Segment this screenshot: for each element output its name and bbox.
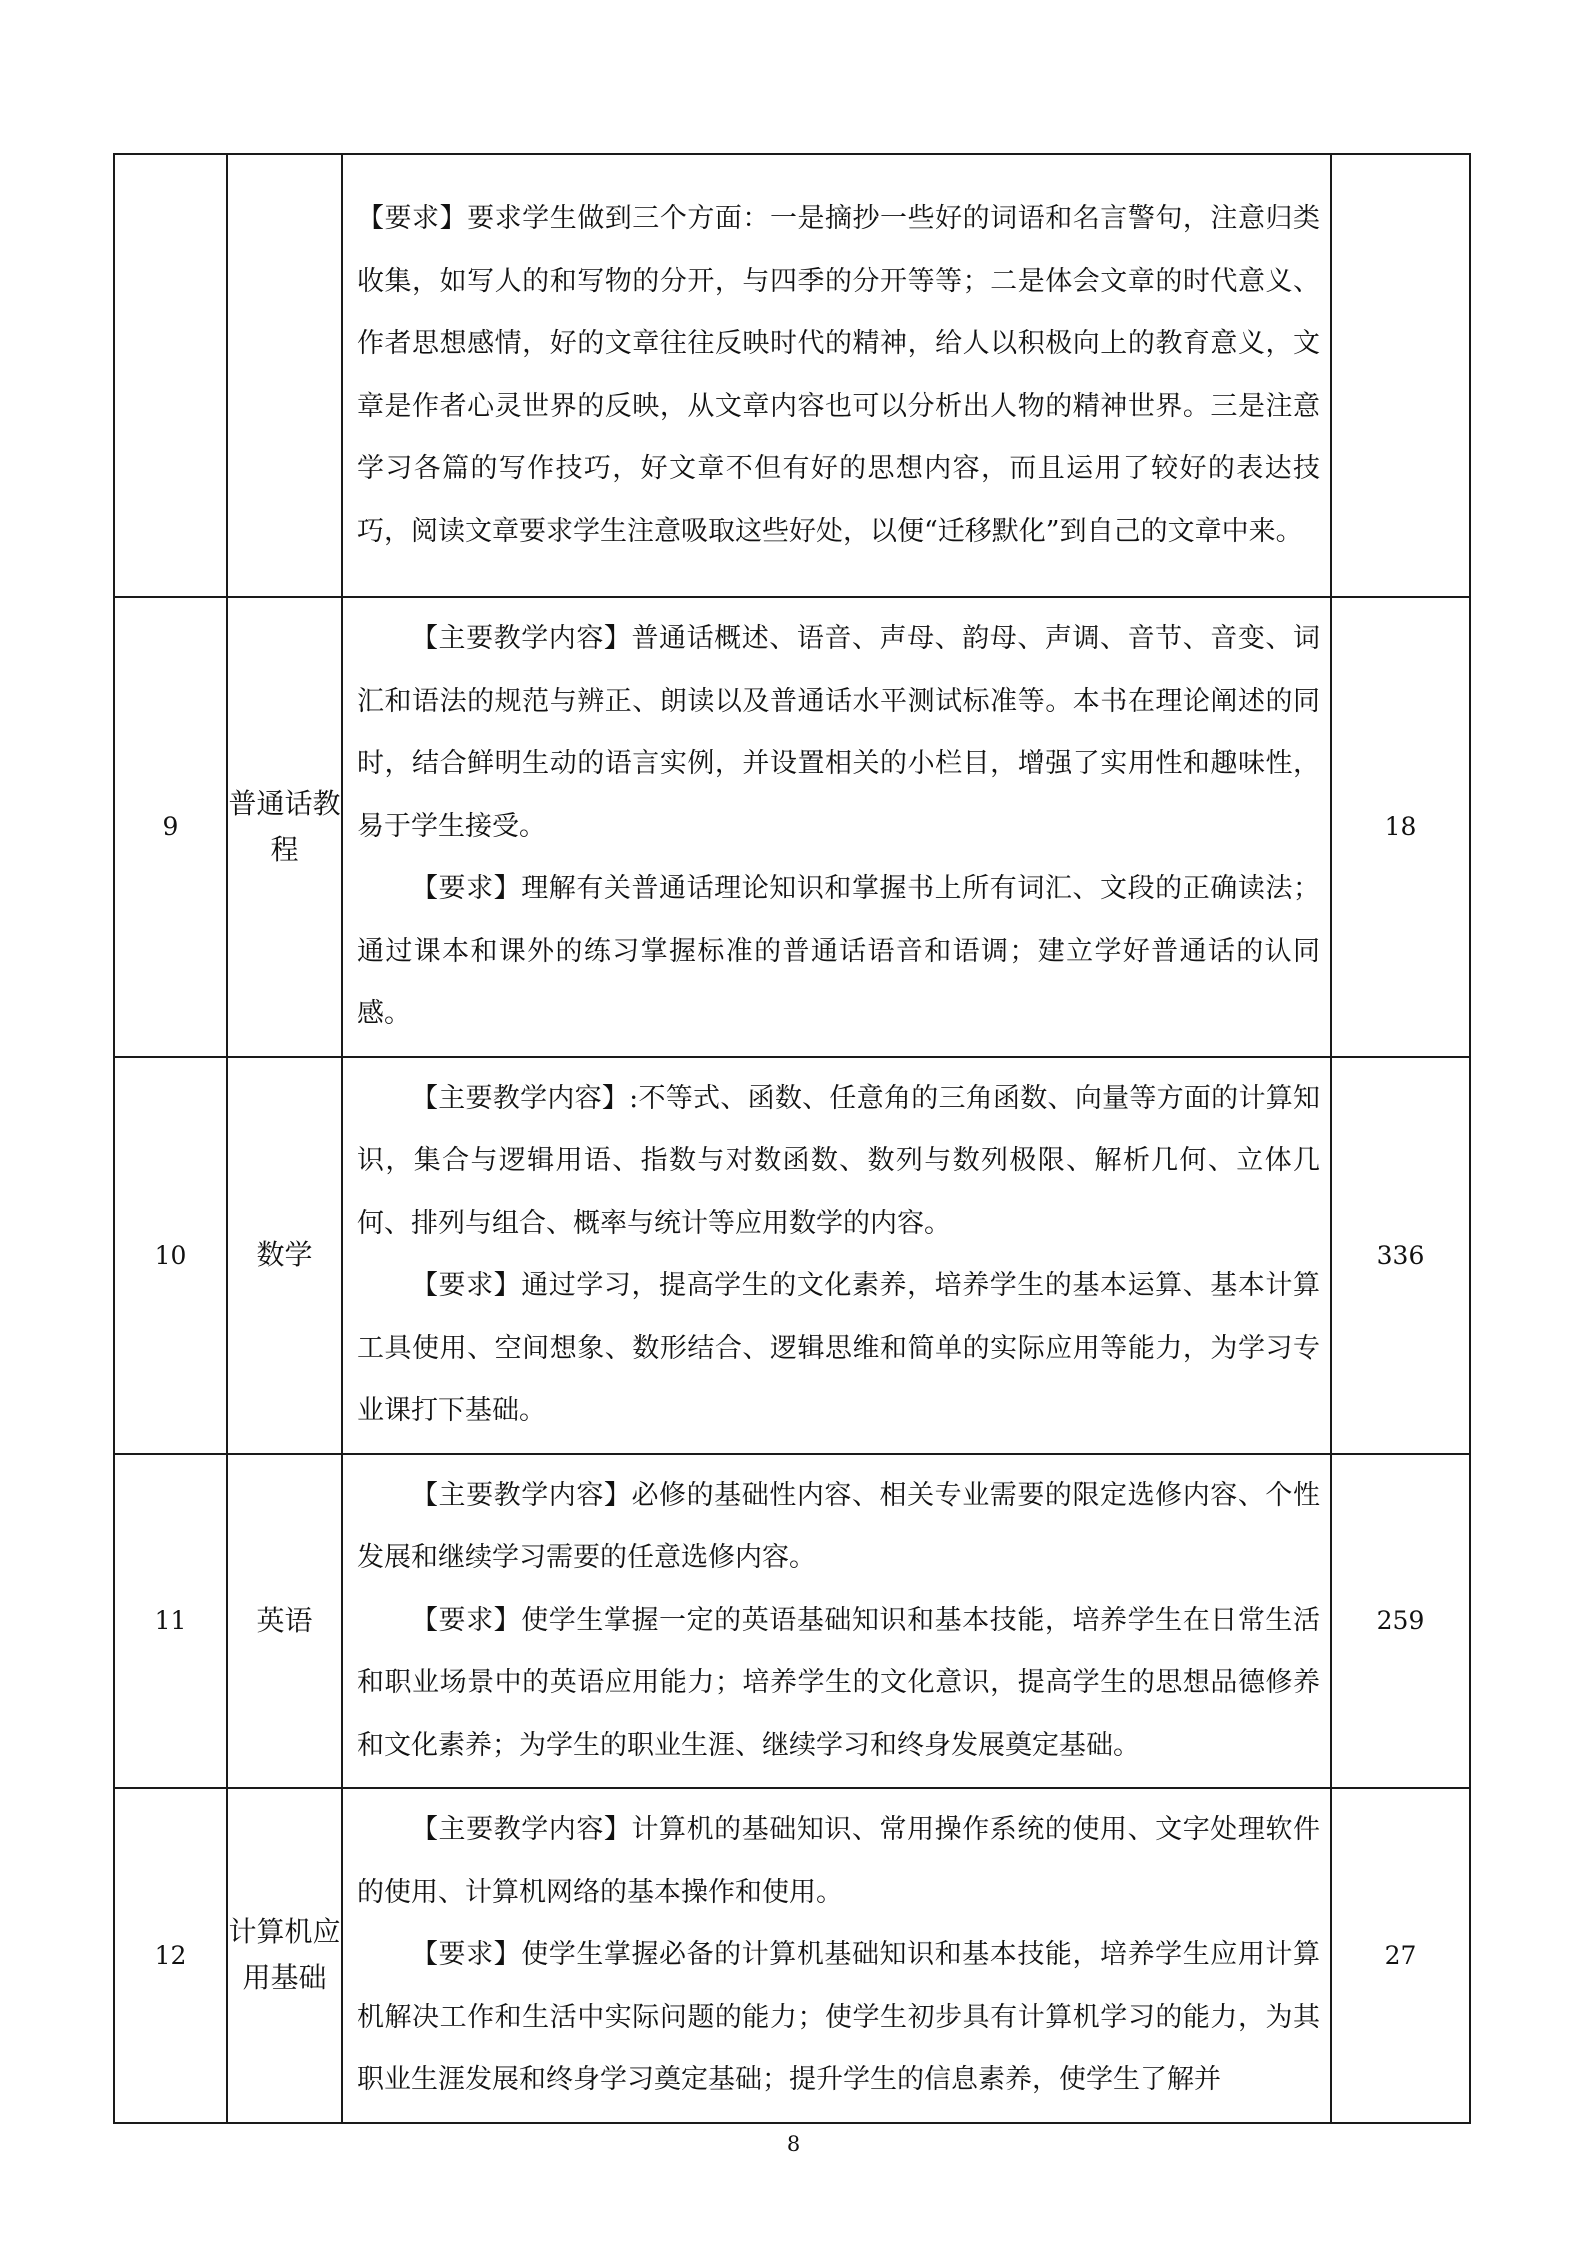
row-number	[114, 154, 227, 597]
course-description	[342, 1454, 1331, 1789]
table-row	[114, 1454, 1470, 1789]
requirement-text: 【要求】通过学习，提高学生的文化素养，培养学生的基本运算、基本计算工具使用、空间想象、数形结合、逻辑思维和简单的实际应用等能力，为学习专业课打下基础。	[357, 1270, 1320, 1426]
main-content-text: 【主要教学内容】:不等式、函数、任意角的三角函数、向量等方面的计算知识，集合与逻辑用语、指数与对数函数、数列与数列极限、解析几何、立体几何、排列与组合、概率与统计等应用数学的内容。	[357, 1082, 1320, 1239]
course-description	[342, 1057, 1331, 1454]
row-number: 12	[114, 1788, 227, 2123]
table-row	[114, 154, 1470, 597]
course-description	[342, 597, 1331, 1057]
course-hours: 18	[1331, 597, 1470, 1057]
page-number: 8	[786, 2132, 801, 2156]
course-table	[113, 153, 1471, 2124]
main-content-text: 【主要教学内容】必修的基础性内容、相关专业需要的限定选修内容、个性发展和继续学习需要的任意选修内容。	[357, 1479, 1320, 1573]
course-description	[342, 154, 1331, 597]
course-name: 英语	[227, 1454, 342, 1789]
course-name: 普通话教程	[227, 597, 342, 1057]
course-name	[227, 154, 342, 597]
table-row	[114, 1057, 1470, 1454]
course-description	[342, 1788, 1331, 2123]
course-hours: 259	[1331, 1454, 1470, 1789]
requirement-text: 【要求】使学生掌握一定的英语基础知识和基本技能，培养学生在日常生活和职业场景中的英语应用能力；培养学生的文化意识，提高学生的思想品德修养和文化素养；为学生的职业生涯、继续学习和终身发展奠定基础。	[357, 1604, 1320, 1761]
table-row	[114, 1788, 1470, 2123]
course-name: 计算机应用基础	[227, 1788, 342, 2123]
table-row	[114, 597, 1470, 1057]
row-number: 10	[114, 1057, 227, 1454]
course-hours: 27	[1331, 1788, 1470, 2123]
requirement-text: 【要求】理解有关普通话理论知识和掌握书上所有词汇、文段的正确读法；通过课本和课外的练习掌握标准的普通话语音和语调；建立学好普通话的认同感。	[357, 873, 1320, 1029]
course-hours	[1331, 154, 1470, 597]
main-content-text: 【主要教学内容】普通话概述、语音、声母、韵母、声调、音节、音变、词汇和语法的规范与辨正、朗读以及普通话水平测试标准等。本书在理论阐述的同时，结合鲜明生动的语言实例，并设置相关的小栏目，增强了实用性和趣味性，易于学生接受。	[357, 623, 1320, 842]
main-content-text: 【主要教学内容】计算机的基础知识、常用操作系统的使用、文字处理软件的使用、计算机网络的基本操作和使用。	[357, 1814, 1320, 1908]
requirement-text: 【要求】要求学生做到三个方面：一是摘抄一些好的词语和名言警句，注意归类收集，如写人的和写物的分开，与四季的分开等等；二是体会文章的时代意义、作者思想感情，好的文章往往反映时代的精神，给人以积极向上的教育意义，文章是作者心灵世界的反映，从文章内容也可以分析出人物的精神世界。三是注意学习各篇的写作技巧，好文章不但有好的思想内容，而且运用了较好的表达技巧，阅读文章要求学生注意吸取这些好处，以便“迁移默化”到自己的文章中来。	[357, 203, 1320, 547]
course-hours: 336	[1331, 1057, 1470, 1454]
row-number: 9	[114, 597, 227, 1057]
row-number: 11	[114, 1454, 227, 1789]
requirement-text: 【要求】使学生掌握必备的计算机基础知识和基本技能，培养学生应用计算机解决工作和生活中实际问题的能力；使学生初步具有计算机学习的能力，为其职业生涯发展和终身学习奠定基础；提升学生的信息素养，使学生了解并	[357, 1939, 1320, 2095]
course-name: 数学	[227, 1057, 342, 1454]
